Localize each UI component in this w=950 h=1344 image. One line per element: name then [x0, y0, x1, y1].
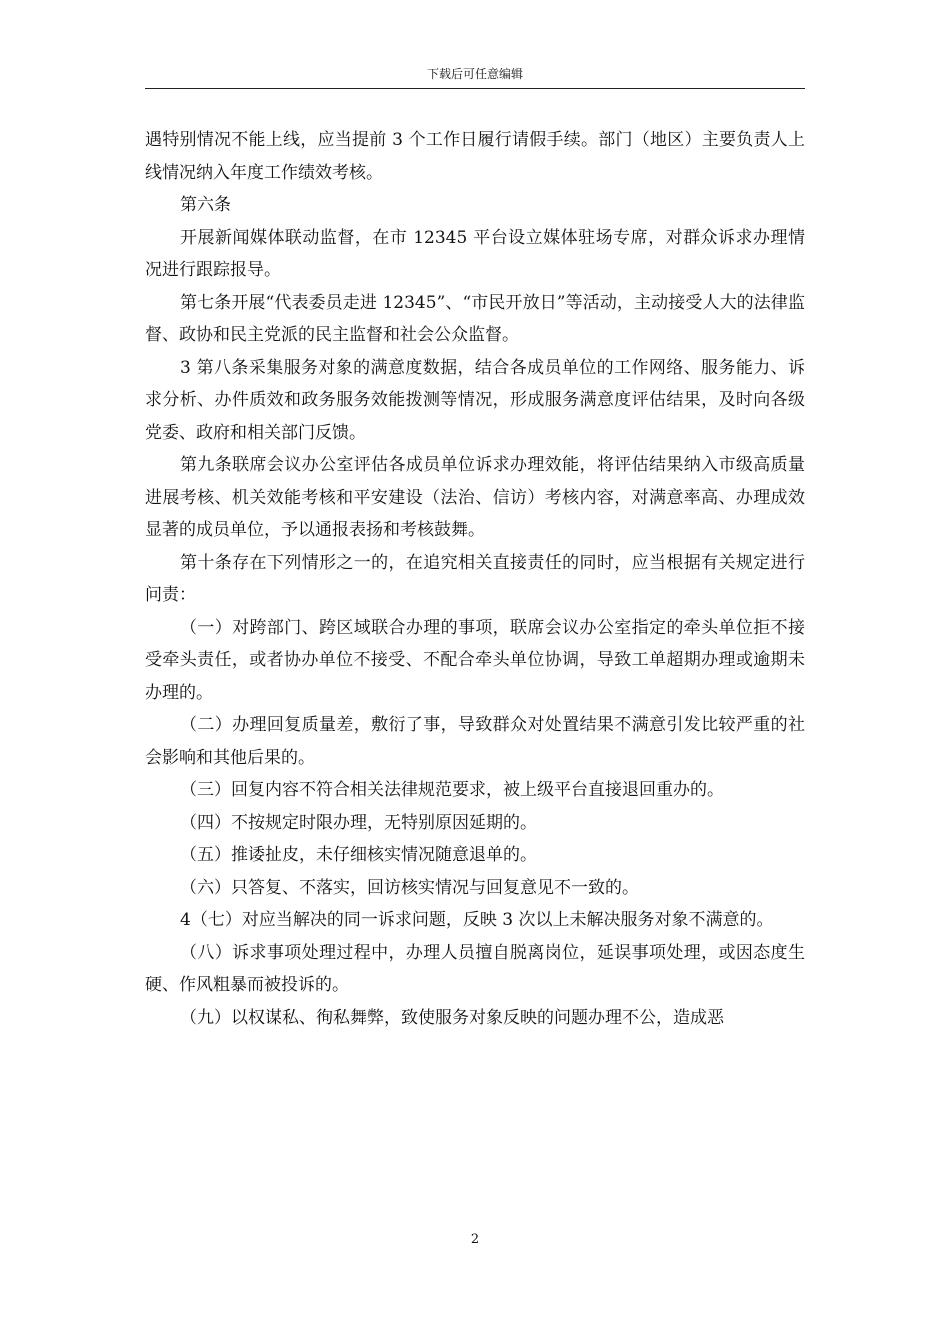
page-number: 2 [470, 1232, 480, 1247]
paragraph: （六）只答复、不落实，回访核实情况与回复意见不一致的。 [180, 877, 639, 898]
header-rule [145, 88, 805, 89]
paragraph: 第七条开展“代表委员走进 12345”、“市民开放日”等活动，主动接受人大的法律监督、政协和民主党派的民主监督和社会公众监督。 [145, 292, 805, 345]
document-body [145, 124, 805, 1034]
paragraph: 3 第八条采集服务对象的满意度数据，结合各成员单位的工作网络、服务能力、诉求分析、办件质效和政务服务效能拨测等情况，形成服务满意度评估结果，及时向各级党委、政府和相关部门反馈。 [145, 357, 805, 443]
paragraph: （八）诉求事项处理过程中，办理人员擅自脱离岗位，延误事项处理，或因态度生硬、作风粗暴而被投诉的。 [145, 942, 805, 995]
paragraph: 第六条 [180, 195, 231, 215]
paragraph: （四）不按规定时限办理，无特别原因延期的。 [180, 812, 537, 833]
paragraph: 第九条联席会议办公室评估各成员单位诉求办理效能，将评估结果纳入市级高质量进展考核、机关效能考核和平安建设（法治、信访）考核内容，对满意率高、办理成效显著的成员单位，予以通报表扬和考核鼓舞。 [145, 455, 805, 540]
paragraph: 开展新闻媒体联动监督，在市 12345 平台设立媒体驻场专席，对群众诉求办理情况进行跟踪报导。 [145, 227, 805, 280]
paragraph: （五）推诿扯皮，未仔细核实情况随意退单的。 [180, 845, 537, 865]
paragraph: （一）对跨部门、跨区域联合办理的事项，联席会议办公室指定的牵头单位拒不接受牵头责任，或者协办单位不接受、不配合牵头单位协调，导致工单超期办理或逾期未办理的。 [145, 617, 805, 703]
paragraph: 遇特别情况不能上线，应当提前 3 个工作日履行请假手续。部门（地区）主要负责人上线情况纳入年度工作绩效考核。 [145, 130, 805, 183]
paragraph: （二）办理回复质量差，敷衍了事，导致群众对处置结果不满意引发比较严重的社会影响和其他后果的。 [145, 715, 805, 768]
paragraph: 第十条存在下列情形之一的，在追究相关直接责任的同时，应当根据有关规定进行问责： [145, 552, 805, 605]
paragraph: （三）回复内容不符合相关法律规范要求，被上级平台直接退回重办的。 [180, 780, 724, 800]
page-header: 下载后可任意编辑 [426, 67, 523, 81]
paragraph: 4（七）对应当解决的同一诉求问题，反映 3 次以上未解决服务对象不满意的。 [180, 910, 774, 930]
paragraph: （九）以权谋私、徇私舞弊，致使服务对象反映的问题办理不公，造成恶 [180, 1007, 724, 1028]
